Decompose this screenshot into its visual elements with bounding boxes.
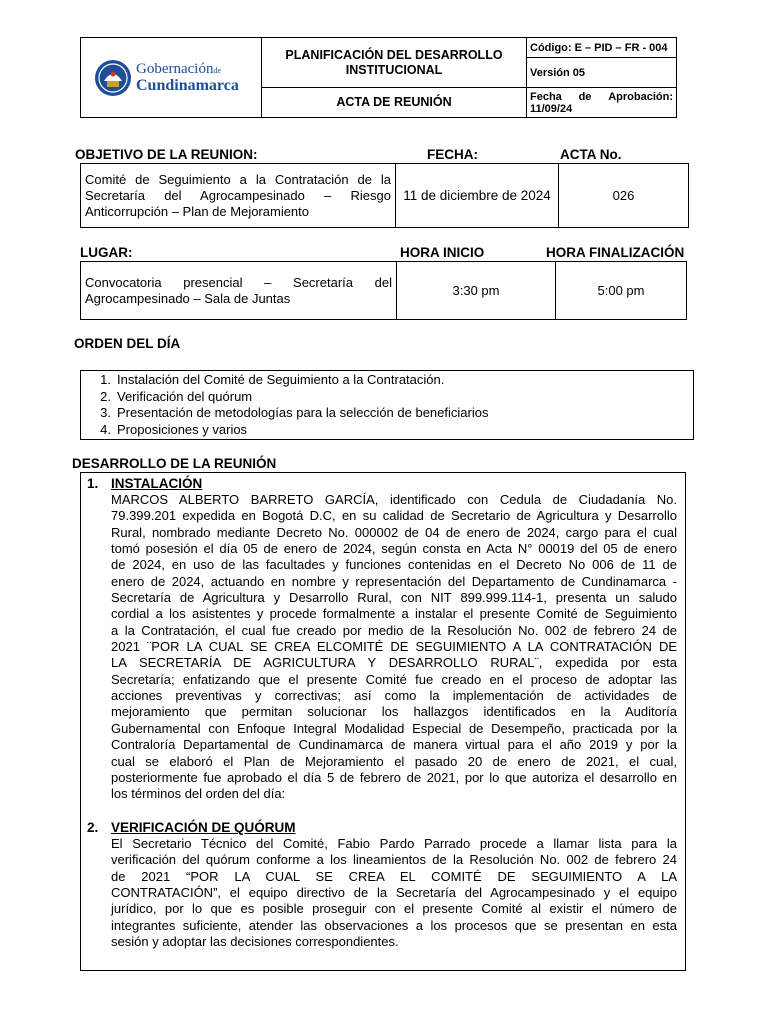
section-title: 1. INSTALACIÓN [87,476,203,491]
crest-icon [94,59,132,97]
paragraph-line: CONTRATACIÓN”, el equipo directivo de la Secretaría del Agrocampesinado y el equipo [111,885,677,901]
paragraph-line: de 2021 “POR LA CUAL SE CREA EL COMITÉ DE SEGUIMIENTO A LA [111,868,677,884]
agenda-item: 2. Verificación del quórum [100,388,253,404]
section-installation [81,476,685,803]
agenda-label: ORDEN DEL DÍA [74,336,181,351]
paragraph-line: sesión y adoptar las decisiones correspondientes. [111,934,399,950]
paragraph-line: integrantes suficiente, atender las observaciones a los procesos que se presentan en esta [111,917,677,933]
development-box [80,472,686,971]
logo-line1: Gobernaciónde [136,61,222,77]
document-subtitle: ACTA DE REUNIÓN [262,88,527,118]
approval-date: Fecha de Aprobación: 11/09/24 [527,88,677,118]
act-label: ACTA No. [560,147,622,162]
paragraph-line: de 2024, en uso de las facultades y funciones contenidas en el Decreto No 006 de 11 de [111,557,677,573]
place-cell: Convocatoria presencial – Secretaría del Agrocampesinado – Sala de Juntas [81,262,397,319]
section-body [81,492,685,803]
paragraph-line: enero de 2024, actuando en nombre y representación del Departamento de Cundinamarca - [111,573,677,589]
logo-cell [81,38,262,118]
paragraph-line: acciones preventivas y correctivas; así como la implementación de actividades de [111,688,677,704]
paragraph-line: El Secretario Técnico del Comité, Fabio Pardo Parrado procede a llamar lista para la [111,836,677,851]
section-title: 2. VERIFICACIÓN DE QUÓRUM [87,820,296,835]
paragraph-line: 2021 ¨POR LA CUAL SE CREA ELCOMITÉ DE SEGUIMIENTO A LA CONTRATACIÓN DE [111,639,677,655]
development-label: DESARROLLO DE LA REUNIÓN [72,456,277,471]
end-time-value: 5:00 pm [597,282,645,298]
date-label: FECHA: [427,147,478,162]
section-body [81,836,685,950]
document-version: Versión 05 [527,58,677,88]
start-time-label: HORA INICIO [400,245,485,260]
place-label: LUGAR: [80,245,133,260]
document-header [80,37,677,118]
paragraph-line: jurídico, por lo que es posible proseguir con el presente Comité al existir el número de [111,901,677,917]
end-time-label: HORA FINALIZACIÓN [546,245,685,260]
agenda-item: 1. Instalación del Comité de Seguimiento a la Contratación. [100,372,445,387]
paragraph-line: Gubernamental con Enfoque Integral Modalidad Especial de Desempeño, practicada por la [111,720,677,736]
paragraph-line: a la Contratación, el cual fue creado por medio de la Resolución No. 002 de febrero 24 de [111,622,677,638]
objective-table [80,163,689,228]
logo-line2: Cundinamarca [136,77,239,94]
act-number: 026 [612,187,635,203]
paragraph-line: mejoramiento que permitan solucionar los hallazgos identificados en la Auditoría [111,704,677,720]
gobernacion-logo [84,59,258,97]
date-value: 11 de diciembre de 2024 [396,164,559,227]
objective-label: OBJETIVO DE LA REUNION: [75,147,258,162]
place-table [80,261,687,320]
agenda-item: 3. Presentación de metodologías para la selección de beneficiarios [100,405,489,420]
header-tick-mark [80,110,81,118]
agenda-item: 4. Proposiciones y varios [100,421,248,437]
paragraph-line: tomó posesión el día 05 de enero de 2024, según consta en Acta N° 00019 del 05 de enero [111,541,677,557]
paragraph-line: Secretaría de Agricultura y Desarrollo Rural, con NIT 899.999.114-1, presenta un saludo [111,590,677,606]
paragraph-line: cual se elaboró el Plan de Mejoramiento el pasado 20 de enero de 2021, el cual, [111,753,677,769]
paragraph-line: cordial a los asistentes y procede formalmente a instalar el presente Comité de Seguimiento [111,606,677,622]
paragraph-line: Rural, nombrado mediante Decreto No. 000002 de 04 de enero de 2024, cargo para el cual [111,524,677,540]
paragraph-line: MARCOS ALBERTO BARRETO GARCÍA, identificado con Cedula de Ciudadanía No. [111,492,677,507]
paragraph-line: Contraloría Departamental de Cundinamarca de manera virtual para el año 2019 y por la [111,737,677,753]
section-quorum [81,820,685,950]
start-time-value: 3:30 pm [397,262,556,319]
document-code: Código: E – PID – FR - 004 [527,38,677,58]
paragraph-line: LA SECRETARÍA DE AGRICULTURA Y DESARROLLO RURAL¨, expedida por esta [111,655,677,671]
document-title: PLANIFICACIÓN DEL DESARROLLO INSTITUCIONAL [262,38,527,88]
paragraph-line: posteriormente fue aprobado el día 5 de febrero de 2021, por lo que autoriza el desarrollo en [111,769,677,785]
paragraph-line: verificación del quórum conforme a los lineamientos de la Resolución No. 002 de febrero 24 [111,852,677,868]
objective-cell: Comité de Seguimiento a la Contratación de la Secretaría del Agrocampesinado – Riesgo Anticorrupción – Plan de Mejoramiento [81,164,396,227]
agenda-list [80,370,694,440]
paragraph-line: Secretaría; enfatizando que el presente Comité fue creado en el proceso de adoptar las [111,671,677,687]
paragraph-line: los términos del orden del día: [111,786,286,802]
paragraph-line: 79.399.201 expedida en Bogotá D.C, en su calidad de Secretario de Agricultura y Desarrollo [111,508,677,524]
